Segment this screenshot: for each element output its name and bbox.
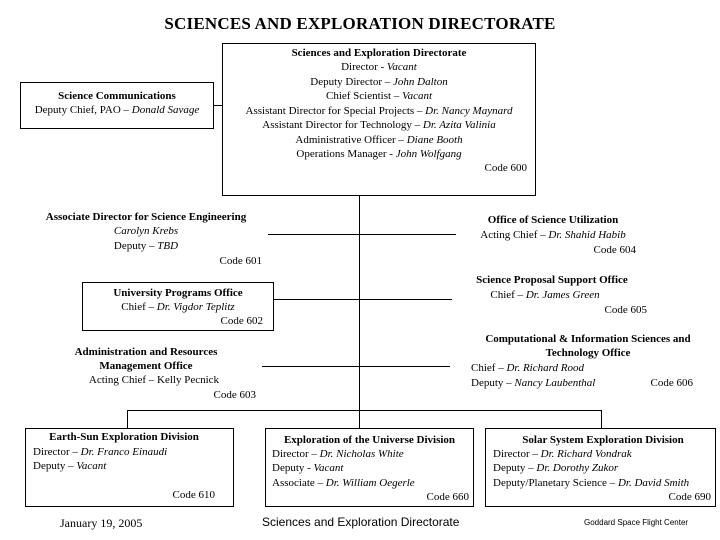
cisto-chief-line: Chief – Dr. Richard Rood <box>471 362 584 374</box>
code-606: Code 606 <box>650 377 693 389</box>
connector-601-604 <box>268 234 456 235</box>
science-utilization-line: Acting Chief – Dr. Shahid Habib <box>480 229 626 241</box>
connector-602-605 <box>274 299 452 300</box>
universe-division-box <box>265 428 474 507</box>
solar-system-director-line: Director – Dr. Richard Vondrak <box>493 448 632 460</box>
code-600: Code 600 <box>484 162 527 174</box>
universe-associate-line: Associate – Dr. William Oegerle <box>272 477 415 489</box>
footer-date: January 19, 2005 <box>60 516 143 530</box>
science-communications-box <box>20 82 214 129</box>
division-bar <box>127 410 602 411</box>
cisto-name-1: Computational & Information Sciences and <box>485 333 691 345</box>
universe-director-line: Director – Dr. Nicholas White <box>272 448 404 460</box>
earth-sun-director-line: Director – Dr. Franco Einaudi <box>33 446 168 458</box>
directorate-box <box>222 43 536 196</box>
directorate-name: Sciences and Exploration Directorate <box>291 47 467 59</box>
admin-resources-office <box>56 345 262 403</box>
cisto-office <box>460 332 716 392</box>
earth-sun-deputy-line: Deputy – Vacant <box>33 460 107 472</box>
footer-center: Sciences and Exploration Directorate <box>262 515 460 529</box>
comm-connector <box>214 105 222 106</box>
code-605: Code 605 <box>604 304 647 316</box>
university-programs-name: University Programs Office <box>113 287 243 299</box>
science-communications-line: Deputy Chief, PAO – Donald Savage <box>34 104 200 116</box>
ad-science-engineering-name: Associate Director for Science Engineering <box>45 211 247 223</box>
director-line: Director - Vacant <box>341 61 417 73</box>
ad-science-engineering-person: Carolyn Krebs <box>113 225 179 237</box>
connector-603-606 <box>262 366 450 367</box>
solar-system-deputy-line: Deputy – Dr. Dorothy Zukor <box>493 462 619 474</box>
code-604: Code 604 <box>593 244 636 256</box>
code-660: Code 660 <box>426 491 469 503</box>
proposal-support-line: Chief – Dr. James Green <box>490 289 600 301</box>
solar-system-planetary-line: Deputy/Planetary Science – Dr. David Smith <box>493 477 690 489</box>
code-603: Code 603 <box>213 389 256 401</box>
universe-division-name: Exploration of the Universe Division <box>283 434 456 446</box>
drop-690 <box>601 410 602 428</box>
science-communications-name: Science Communications <box>58 90 176 102</box>
ops-manager-line: Operations Manager - John Wolfgang <box>296 148 462 160</box>
trunk-line <box>359 196 360 410</box>
cisto-name-2: Technology Office <box>545 347 631 359</box>
proposal-support-office <box>452 273 652 319</box>
chief-scientist-line: Chief Scientist – Vacant <box>325 90 433 102</box>
admin-resources-line: Acting Chief – Kelly Pecnick <box>88 374 220 386</box>
admin-resources-name-1: Administration and Resources <box>74 346 218 358</box>
page-title: SCIENCES AND EXPLORATION DIRECTORATE <box>164 14 556 33</box>
earth-sun-division-name: Earth-Sun Exploration Division <box>49 431 199 443</box>
university-programs-line: Chief – Dr. Vigdor Teplitz <box>121 301 235 313</box>
science-utilization-name: Office of Science Utilization <box>487 214 619 226</box>
cisto-deputy-line: Deputy – Nancy Laubenthal <box>471 377 596 389</box>
code-601: Code 601 <box>219 255 262 267</box>
drop-660 <box>359 410 360 428</box>
university-programs-box <box>82 282 274 331</box>
universe-deputy-line: Deputy - Vacant <box>272 462 344 474</box>
ad-science-engineering-deputy: Deputy – TBD <box>113 240 179 252</box>
ad-technology-line: Assistant Director for Technology – Dr. Azita Valinia <box>262 119 496 131</box>
solar-system-division-name: Solar System Exploration Division <box>522 434 684 446</box>
code-602: Code 602 <box>220 315 263 327</box>
deputy-line: Deputy Director – John Dalton <box>310 76 448 88</box>
solar-system-division-box <box>485 428 716 507</box>
admin-resources-name-2: Management Office <box>99 360 193 372</box>
admin-officer-line: Administrative Officer – Diane Booth <box>295 134 463 146</box>
footer-right: Goddard Space Flight Center <box>584 518 689 527</box>
code-610: Code 610 <box>172 489 215 501</box>
earth-sun-division-box <box>25 428 234 507</box>
proposal-support-name: Science Proposal Support Office <box>476 274 628 286</box>
drop-610 <box>127 410 128 428</box>
ad-special-projects-line: Assistant Director for Special Projects – Dr. Nancy Maynard <box>245 105 513 117</box>
science-utilization-office <box>456 213 650 259</box>
code-690: Code 690 <box>668 491 711 503</box>
ad-science-engineering <box>30 210 266 268</box>
